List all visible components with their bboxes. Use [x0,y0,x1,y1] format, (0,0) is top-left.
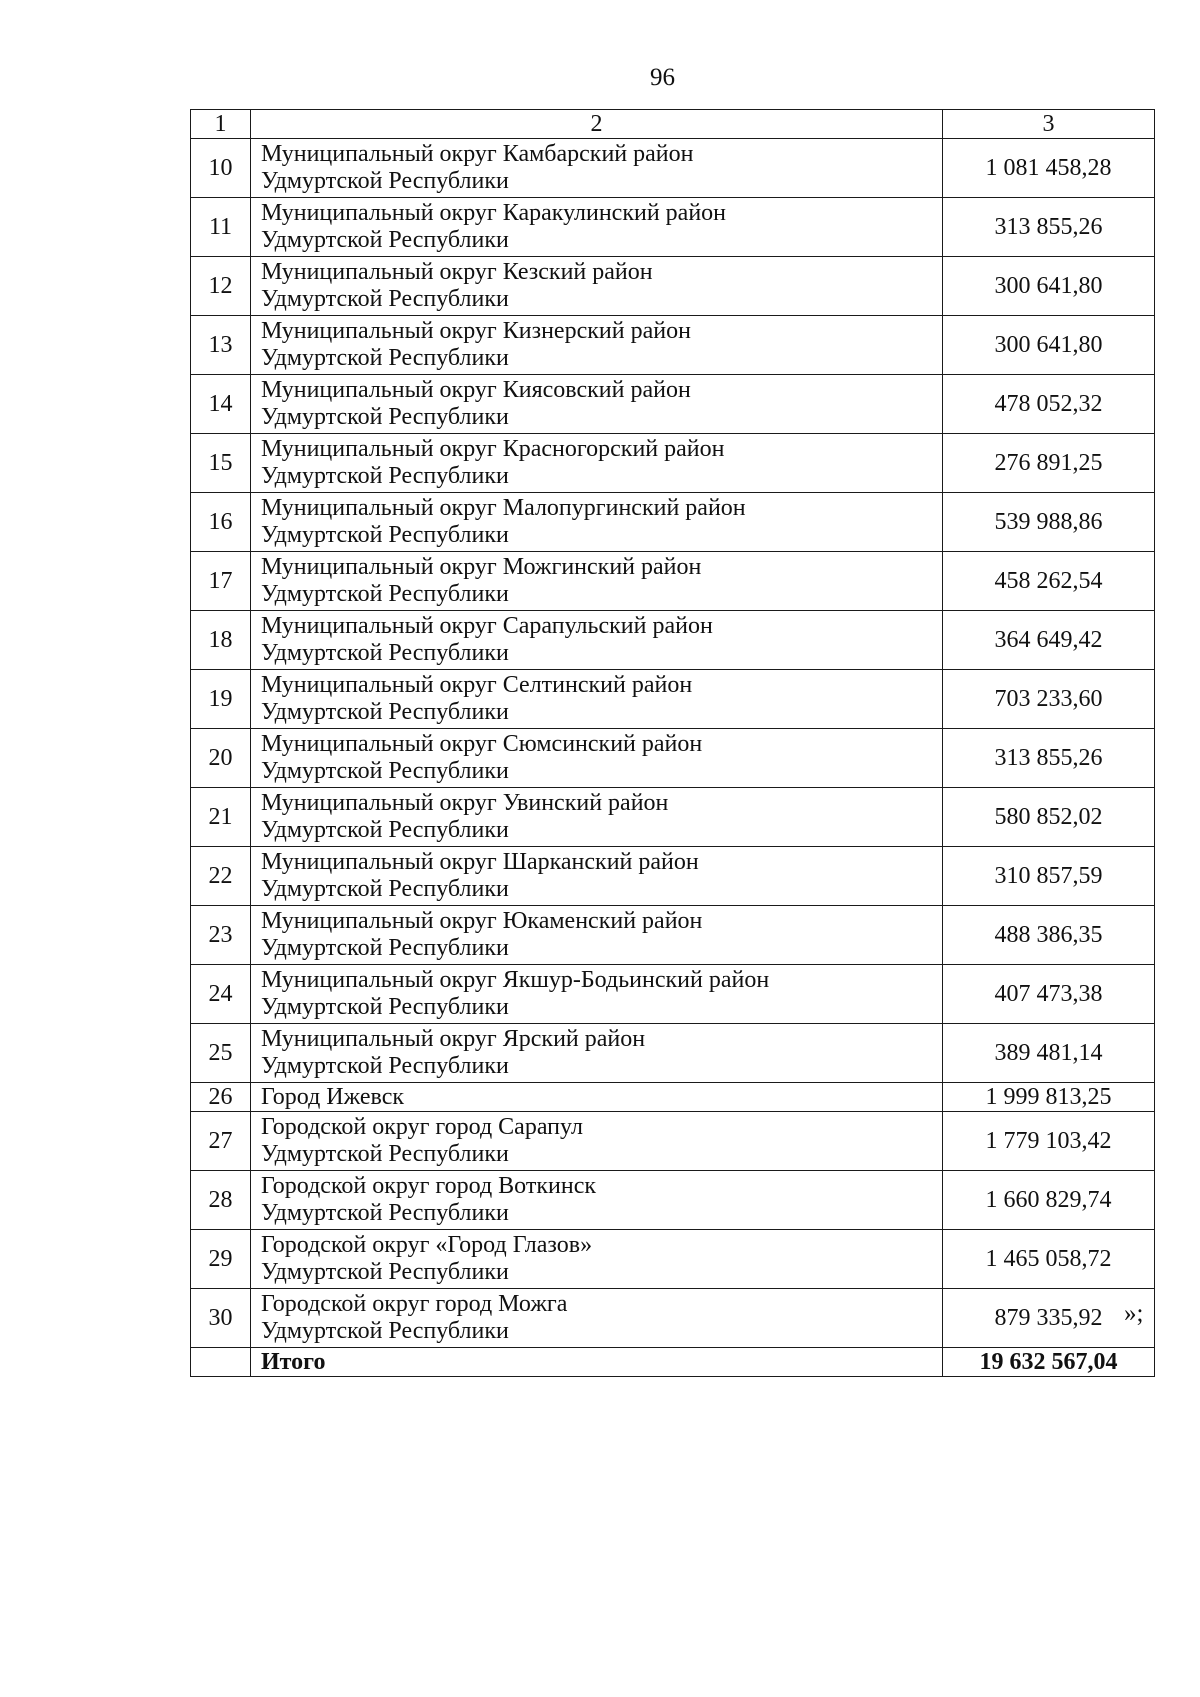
municipality-name [251,788,943,847]
municipality-name [251,1171,943,1230]
row-number: 11 [191,198,251,257]
municipality-name-line2: Удмуртской Республики [261,168,509,194]
municipality-name-line2: Удмуртской Республики [261,345,509,371]
row-number: 28 [191,1171,251,1230]
municipality-name-line1: Муниципальный округ Каракулинский район [261,200,727,227]
row-number: 26 [191,1083,251,1112]
municipality-name-line1: Муниципальный округ Юкаменский район [261,908,703,935]
municipality-name-line2: Удмуртской Республики [261,286,509,312]
municipality-name [251,1024,943,1083]
municipality-name-line2: Удмуртской Республики [261,581,509,607]
row-number: 15 [191,434,251,493]
row-number: 18 [191,611,251,670]
municipality-name [251,965,943,1024]
municipality-name-line1: Муниципальный округ Сюмсинский район [261,731,703,758]
municipality-name-line1: Муниципальный округ Шарканский район [261,849,699,876]
municipality-name [251,1112,943,1171]
table-row [191,1024,1155,1083]
municipality-name-line1: Муниципальный округ Красногорский район [261,436,725,463]
municipality-name [251,1230,943,1289]
municipality-name-line2: Удмуртской Республики [261,758,509,784]
closing-quote-mark: »; [1124,1300,1144,1327]
row-number: 29 [191,1230,251,1289]
amount-value: 1 999 813,25 [943,1083,1155,1112]
row-number: 12 [191,257,251,316]
row-number: 19 [191,670,251,729]
municipality-name-line1: Муниципальный округ Киясовский район [261,377,691,404]
total-row [191,1348,1155,1377]
total-label: Итого [251,1348,943,1377]
municipality-name-line2: Удмуртской Республики [261,994,509,1020]
row-number: 25 [191,1024,251,1083]
municipality-name [251,729,943,788]
table-row [191,847,1155,906]
municipality-name-line1: Городской округ город Сарапул [261,1114,583,1141]
municipality-name-line2: Удмуртской Республики [261,1141,509,1167]
amount-value: 310 857,59 [943,847,1155,906]
municipality-name-line2: Удмуртской Республики [261,876,509,902]
municipality-name [251,316,943,375]
municipality-name [251,1083,943,1112]
column-header-3: 3 [943,110,1155,139]
municipality-name-line1: Муниципальный округ Ярский район [261,1026,646,1053]
amount-value: 300 641,80 [943,257,1155,316]
total-amount: 19 632 567,04 [943,1348,1155,1377]
municipality-name-line1: Городской округ город Воткинск [261,1173,597,1200]
municipality-name-line1: Муниципальный округ Малопургинский район [261,495,746,522]
amount-value: 1 660 829,74 [943,1171,1155,1230]
municipality-name-line2: Удмуртской Республики [261,1318,509,1344]
municipality-name-line2: Удмуртской Республики [261,1200,509,1226]
table-row [191,1171,1155,1230]
page-number: 96 [650,64,675,91]
row-number: 23 [191,906,251,965]
municipality-name-line2: Удмуртской Республики [261,404,509,430]
municipality-name-line1: Городской округ «Город Глазов» [261,1232,593,1259]
municipality-name-line1: Муниципальный округ Селтинский район [261,672,693,699]
municipality-name-line2: Удмуртской Республики [261,817,509,843]
table-row [191,198,1155,257]
row-number: 22 [191,847,251,906]
table-row [191,965,1155,1024]
municipality-name-line1: Город Ижевск [261,1083,405,1110]
municipality-name-line1: Муниципальный округ Увинский район [261,790,669,817]
table-row [191,1112,1155,1171]
row-number: 27 [191,1112,251,1171]
table-row [191,552,1155,611]
table-row [191,434,1155,493]
municipality-name-line2: Удмуртской Республики [261,463,509,489]
table-row [191,729,1155,788]
amount-value: 364 649,42 [943,611,1155,670]
amount-value: 879 335,92 [943,1289,1155,1348]
table-row [191,1289,1155,1348]
municipality-name-line2: Удмуртской Республики [261,935,509,961]
municipality-name-line2: Удмуртской Республики [261,1259,509,1285]
table-header [191,110,1155,139]
municipality-name-line1: Муниципальный округ Кизнерский район [261,318,691,345]
table-row [191,375,1155,434]
amount-value: 539 988,86 [943,493,1155,552]
municipality-name-line1: Муниципальный округ Можгинский район [261,554,702,581]
amount-value: 300 641,80 [943,316,1155,375]
municipality-name-line1: Муниципальный округ Якшур-Бодьинский район [261,967,770,994]
header-row [191,110,1155,139]
row-number: 14 [191,375,251,434]
table-row [191,906,1155,965]
municipality-name-line1: Муниципальный округ Кезский район [261,259,653,286]
column-header-1: 1 [191,110,251,139]
municipality-name [251,552,943,611]
amount-value: 488 386,35 [943,906,1155,965]
amount-value: 458 262,54 [943,552,1155,611]
table-body [191,139,1155,1348]
row-number: 17 [191,552,251,611]
table-row [191,670,1155,729]
amount-value: 1 465 058,72 [943,1230,1155,1289]
row-number: 16 [191,493,251,552]
municipality-name [251,257,943,316]
row-number: 20 [191,729,251,788]
row-number: 21 [191,788,251,847]
amount-value: 407 473,38 [943,965,1155,1024]
municipality-name [251,906,943,965]
municipality-name-line1: Муниципальный округ Камбарский район [261,141,694,168]
amount-value: 1 081 458,28 [943,139,1155,198]
table-row [191,1230,1155,1289]
row-number: 30 [191,1289,251,1348]
table-row [191,1083,1155,1112]
municipality-name-line2: Удмуртской Республики [261,699,509,725]
table-row [191,257,1155,316]
table-row [191,788,1155,847]
municipality-name-line1: Городской округ город Можга [261,1291,568,1318]
municipality-name [251,139,943,198]
municipality-name [251,1289,943,1348]
municipality-name [251,493,943,552]
amount-value: 1 779 103,42 [943,1112,1155,1171]
amount-value: 276 891,25 [943,434,1155,493]
row-number: 13 [191,316,251,375]
municipality-name [251,375,943,434]
municipality-name-line2: Удмуртской Республики [261,1053,509,1079]
amount-value: 313 855,26 [943,198,1155,257]
amount-value: 313 855,26 [943,729,1155,788]
allocation-table [190,109,1155,1377]
amount-value: 703 233,60 [943,670,1155,729]
municipality-name-line2: Удмуртской Республики [261,522,509,548]
municipality-name-line2: Удмуртской Республики [261,227,509,253]
amount-value: 478 052,32 [943,375,1155,434]
municipality-name [251,847,943,906]
total-num-cell [191,1348,251,1377]
row-number: 24 [191,965,251,1024]
municipality-name-line1: Муниципальный округ Сарапульский район [261,613,713,640]
amount-value: 580 852,02 [943,788,1155,847]
municipality-name [251,434,943,493]
table-row [191,611,1155,670]
table-row [191,316,1155,375]
table-footer [191,1348,1155,1377]
municipality-name [251,198,943,257]
column-header-2: 2 [251,110,943,139]
municipality-name [251,611,943,670]
municipality-name-line2: Удмуртской Республики [261,640,509,666]
table-row [191,493,1155,552]
row-number: 10 [191,139,251,198]
table-row [191,139,1155,198]
amount-value: 389 481,14 [943,1024,1155,1083]
municipality-name [251,670,943,729]
